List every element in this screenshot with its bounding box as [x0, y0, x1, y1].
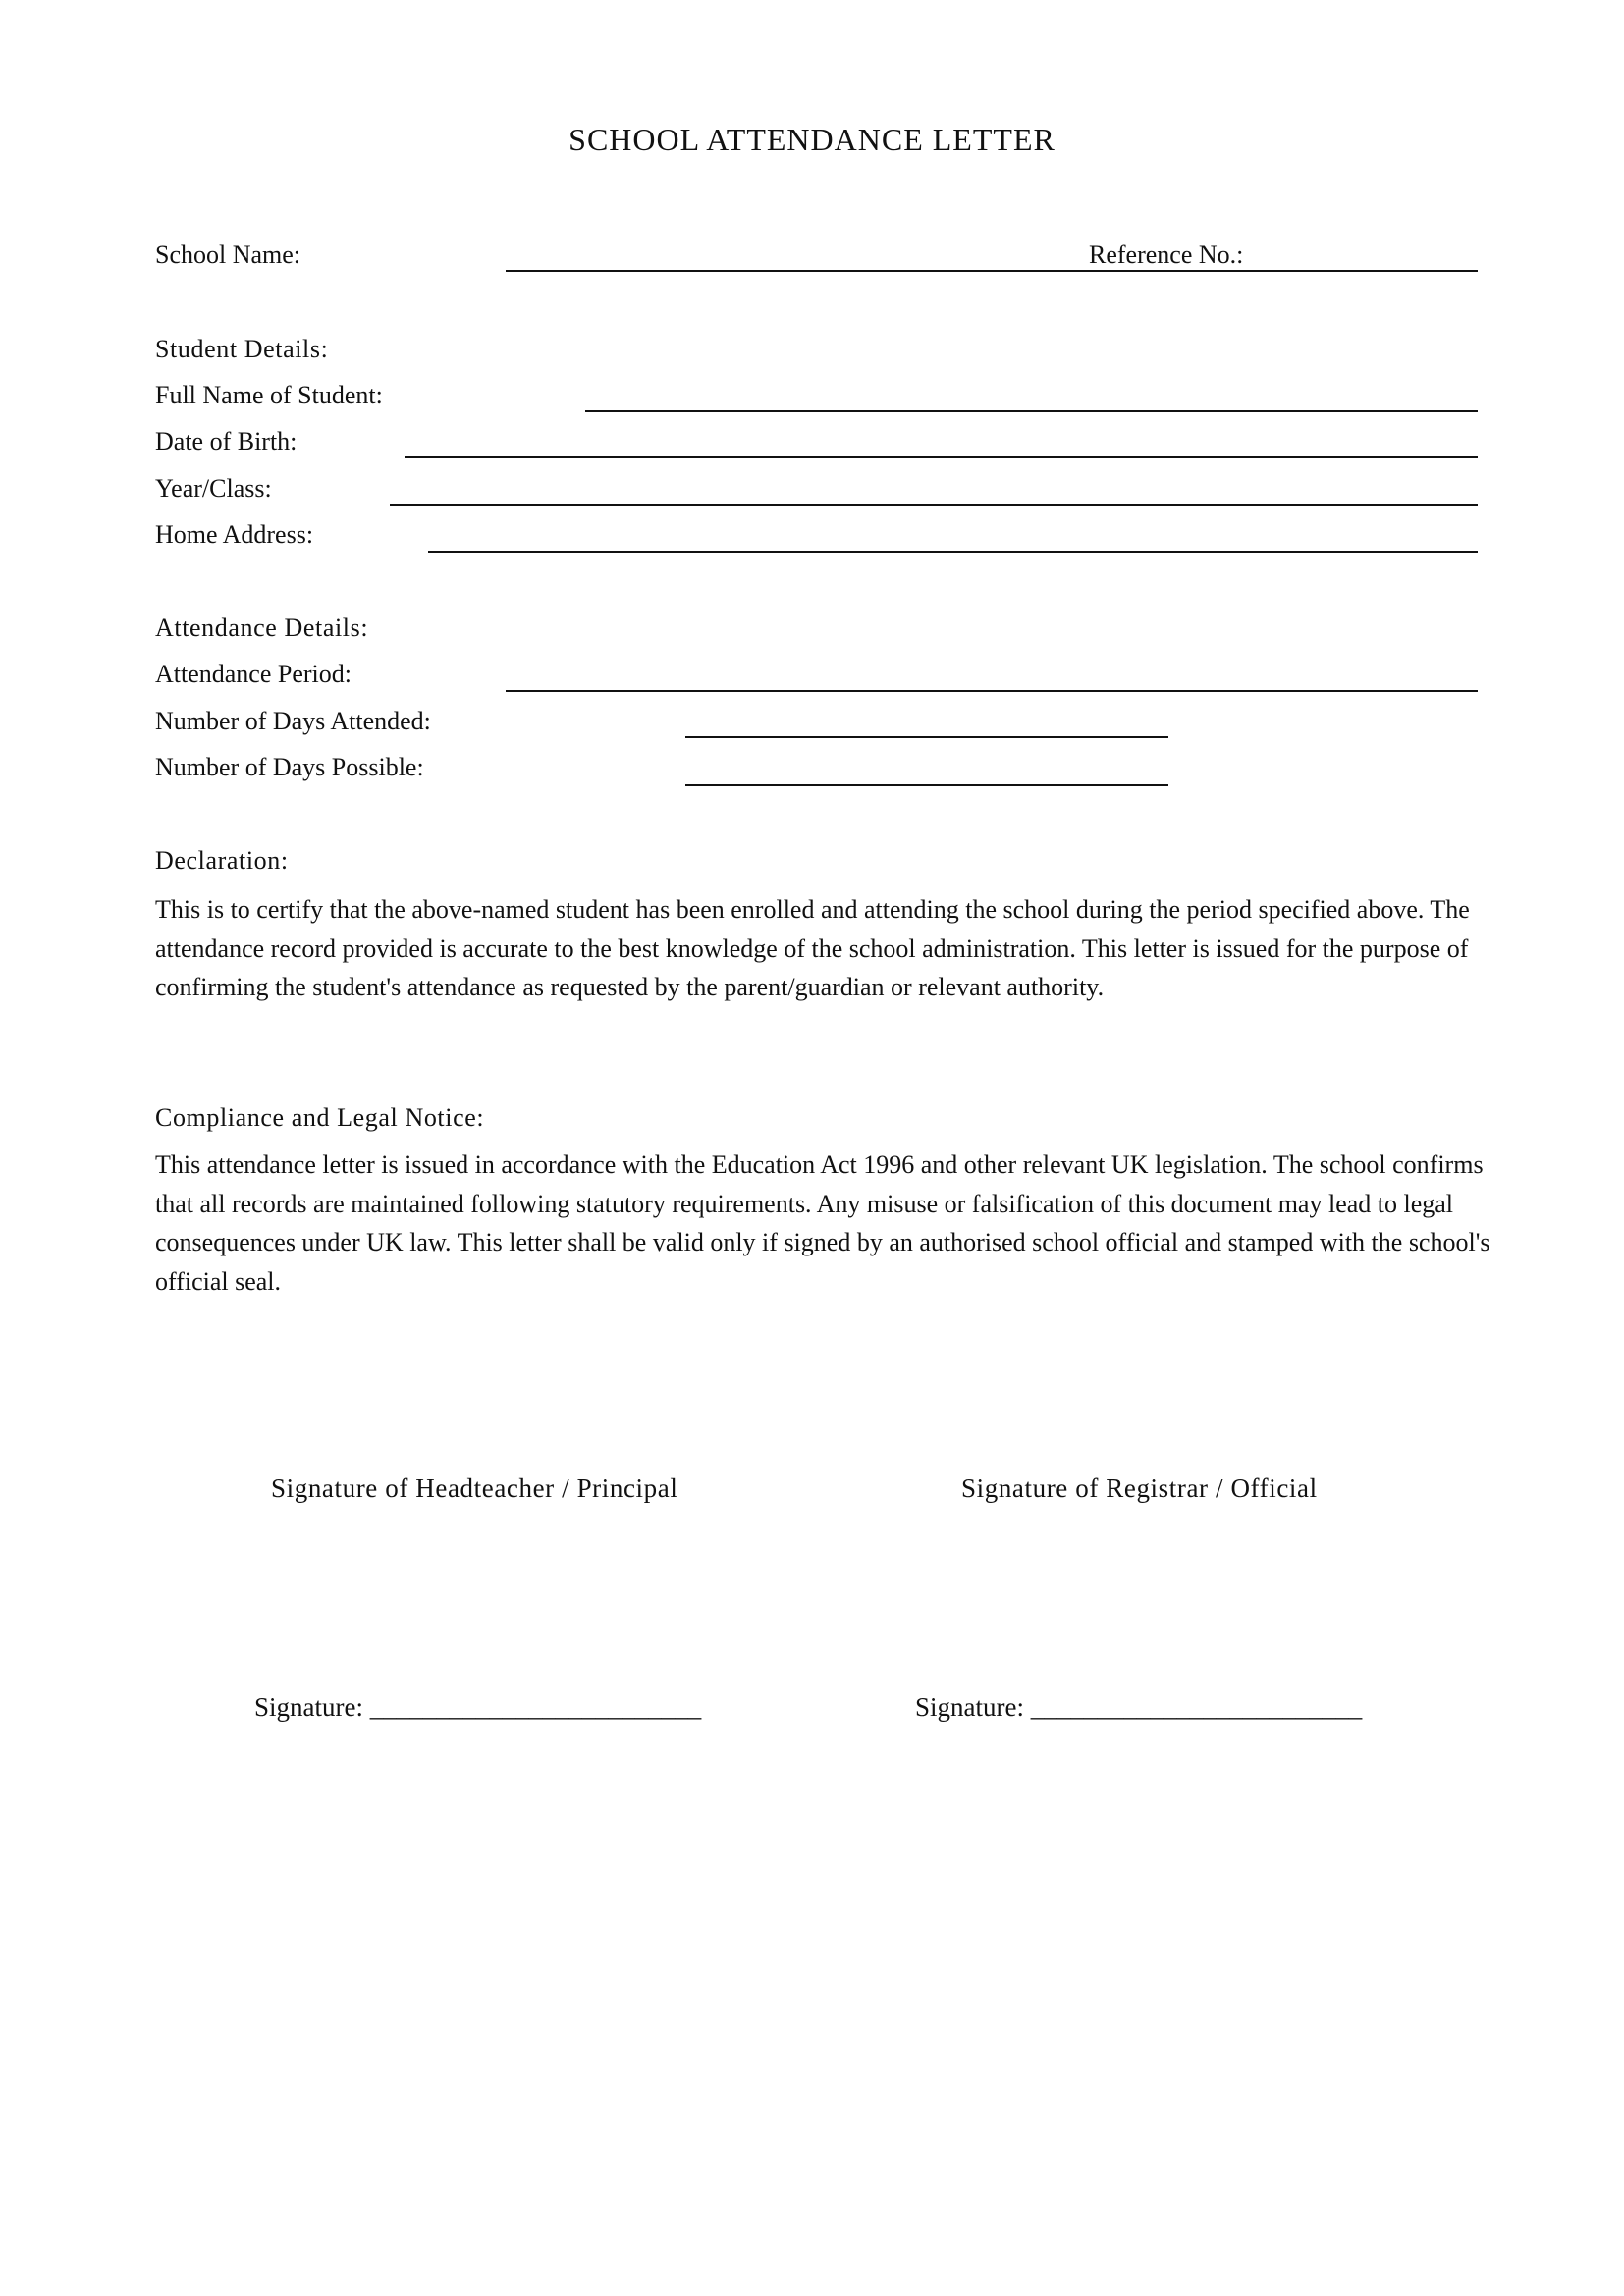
dob-label: Date of Birth: [155, 427, 298, 455]
reference-no-label: Reference No.: [1089, 240, 1244, 269]
headteacher-signature-line[interactable]: Signature: _________________________ [254, 1692, 702, 1722]
headteacher-signature-heading: Signature of Headteacher / Principal [271, 1473, 678, 1503]
full-name-field-line[interactable] [585, 410, 1478, 412]
school-name-label: School Name: [155, 240, 301, 269]
full-name-label: Full Name of Student: [155, 381, 383, 409]
compliance-heading: Compliance and Legal Notice: [155, 1103, 485, 1132]
school-name-field-line[interactable] [506, 270, 1478, 272]
days-attended-label: Number of Days Attended: [155, 707, 431, 735]
attendance-period-label: Attendance Period: [155, 660, 352, 688]
days-possible-field-line[interactable] [685, 784, 1168, 786]
days-possible-label: Number of Days Possible: [155, 753, 424, 781]
registrar-signature-line[interactable]: Signature: _________________________ [915, 1692, 1363, 1722]
home-address-field-line[interactable] [428, 551, 1478, 553]
home-address-label: Home Address: [155, 520, 314, 549]
declaration-text: This is to certify that the above-named student has been enrolled and attending the school during the period specified above. The attendance record provided is accurate to the best knowledge of the school administration. This letter is issued for the purpose of confirming the student's attendance as requested by the parent/guardian or relevant authority. [155, 895, 1470, 1001]
declaration-heading: Declaration: [155, 846, 289, 875]
year-class-field-line[interactable] [390, 504, 1478, 506]
dob-field-line[interactable] [405, 456, 1478, 458]
attendance-period-field-line[interactable] [506, 690, 1478, 692]
days-attended-field-line[interactable] [685, 736, 1168, 738]
registrar-signature-heading: Signature of Registrar / Official [961, 1473, 1318, 1503]
student-details-heading: Student Details: [155, 335, 329, 363]
document-title: SCHOOL ATTENDANCE LETTER [568, 122, 1056, 157]
year-class-label: Year/Class: [155, 474, 272, 503]
attendance-details-heading: Attendance Details: [155, 614, 369, 642]
compliance-text: This attendance letter is issued in accordance with the Education Act 1996 and other relevant UK legislation. The school confirms that all records are maintained following statutory requirements. Any misuse or falsification of this document may lead to legal consequences under UK law. This letter shall be valid only if signed by an authorised school official and stamped with the school's official seal. [155, 1150, 1490, 1296]
